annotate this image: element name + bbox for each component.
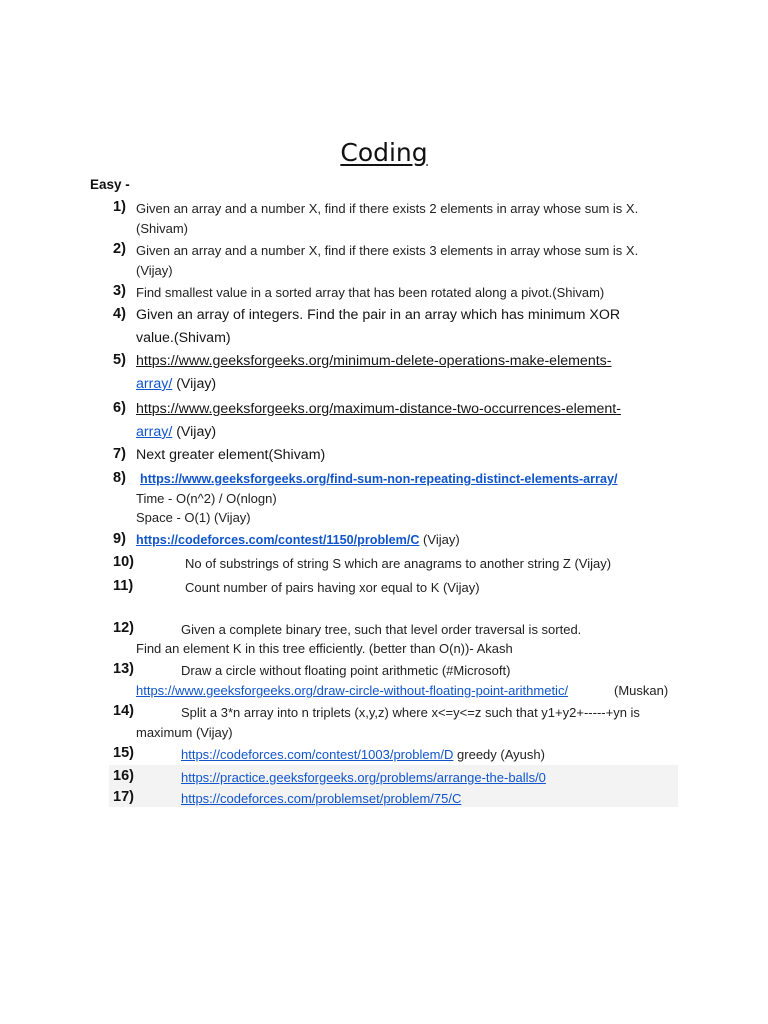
item-number: 10) bbox=[113, 554, 134, 570]
item-author: (Vijay) bbox=[172, 376, 217, 392]
item-link-cont[interactable]: array/ bbox=[136, 424, 173, 440]
item-number: 4) bbox=[113, 306, 126, 322]
item-text-cont: Find an element K in this tree efficiently. (better than O(n))- Akash bbox=[136, 641, 513, 656]
item-link[interactable]: https://www.geeksforgeeks.org/maximum-distance-two-occurrences-element- bbox=[136, 401, 621, 417]
item-number: 17) bbox=[113, 789, 134, 805]
item-text: Count number of pairs having xor equal to K (Vijay) bbox=[185, 580, 480, 595]
item-link[interactable]: https://www.geeksforgeeks.org/find-sum-non-repeating-distinct-elements-array/ bbox=[140, 472, 618, 486]
item-text-cont: (Shivam) bbox=[136, 221, 189, 236]
section-heading-easy: Easy - bbox=[90, 177, 130, 192]
item-number: 1) bbox=[113, 199, 126, 215]
item-link[interactable]: https://practice.geeksforgeeks.org/problems/arrange-the-balls/0 bbox=[181, 770, 546, 785]
item-number: 13) bbox=[113, 661, 134, 677]
item-author: (Vijay) bbox=[419, 532, 460, 547]
item-number: 9) bbox=[113, 531, 126, 547]
item-text: Given an array and a number X, find if there exists 2 elements in array whose sum is X. bbox=[136, 201, 639, 216]
item-text-cont: value.(Shivam) bbox=[136, 330, 231, 346]
item-text: Draw a circle without floating point arithmetic (#Microsoft) bbox=[181, 663, 511, 678]
item-number: 8) bbox=[113, 470, 126, 486]
item-text: Given an array and a number X, find if there exists 3 elements in array whose sum is X. bbox=[136, 243, 639, 258]
item-number: 14) bbox=[113, 703, 134, 719]
item-link-cont[interactable]: array/ bbox=[136, 376, 173, 392]
item-text: Given an array of integers. Find the pair in an array which has minimum XOR bbox=[136, 307, 621, 323]
item-link[interactable]: https://www.geeksforgeeks.org/minimum-delete-operations-make-elements- bbox=[136, 353, 612, 369]
item-number: 3) bbox=[113, 283, 126, 299]
item-text: Find smallest value in a sorted array that has been rotated along a pivot.(Shivam) bbox=[136, 285, 605, 300]
item-author: (Muskan) bbox=[614, 683, 669, 698]
item-text: No of substrings of string S which are anagrams to another string Z (Vijay) bbox=[185, 556, 612, 571]
item-link[interactable]: https://www.geeksforgeeks.org/draw-circle-without-floating-point-arithmetic/ bbox=[136, 683, 569, 698]
item-number: 7) bbox=[113, 446, 126, 462]
item-author: (Vijay) bbox=[172, 424, 217, 440]
item-text-cont: Time - O(n^2) / O(nlogn) bbox=[136, 491, 277, 506]
item-number: 16) bbox=[113, 768, 134, 784]
item-text-cont: maximum (Vijay) bbox=[136, 725, 233, 740]
item-link-cont-row bbox=[136, 424, 216, 440]
item-number: 12) bbox=[113, 620, 134, 636]
item-text-cont: Space - O(1) (Vijay) bbox=[136, 510, 251, 525]
item-link[interactable]: https://codeforces.com/contest/1150/problem/C bbox=[136, 533, 420, 547]
item-number: 5) bbox=[113, 352, 126, 368]
item-number: 6) bbox=[113, 400, 126, 416]
item-link[interactable]: https://codeforces.com/contest/1003/problem/D bbox=[181, 747, 454, 762]
item-number: 15) bbox=[113, 745, 134, 761]
item-number: 2) bbox=[113, 241, 126, 257]
document-title: Coding bbox=[340, 138, 428, 167]
item-text: Next greater element(Shivam) bbox=[136, 447, 326, 463]
item-link-cont-row bbox=[136, 376, 216, 392]
item-text: Split a 3*n array into n triplets (x,y,z) where x<=y<=z such that y1+y2+-----+yn is bbox=[181, 705, 640, 720]
item-link[interactable]: https://codeforces.com/problemset/problem/75/C bbox=[181, 791, 462, 806]
item-number: 11) bbox=[113, 578, 134, 594]
item-text: Given a complete binary tree, such that level order traversal is sorted. bbox=[181, 622, 582, 637]
item-text-cont: (Vijay) bbox=[136, 263, 173, 278]
item-author: greedy (Ayush) bbox=[453, 747, 545, 762]
